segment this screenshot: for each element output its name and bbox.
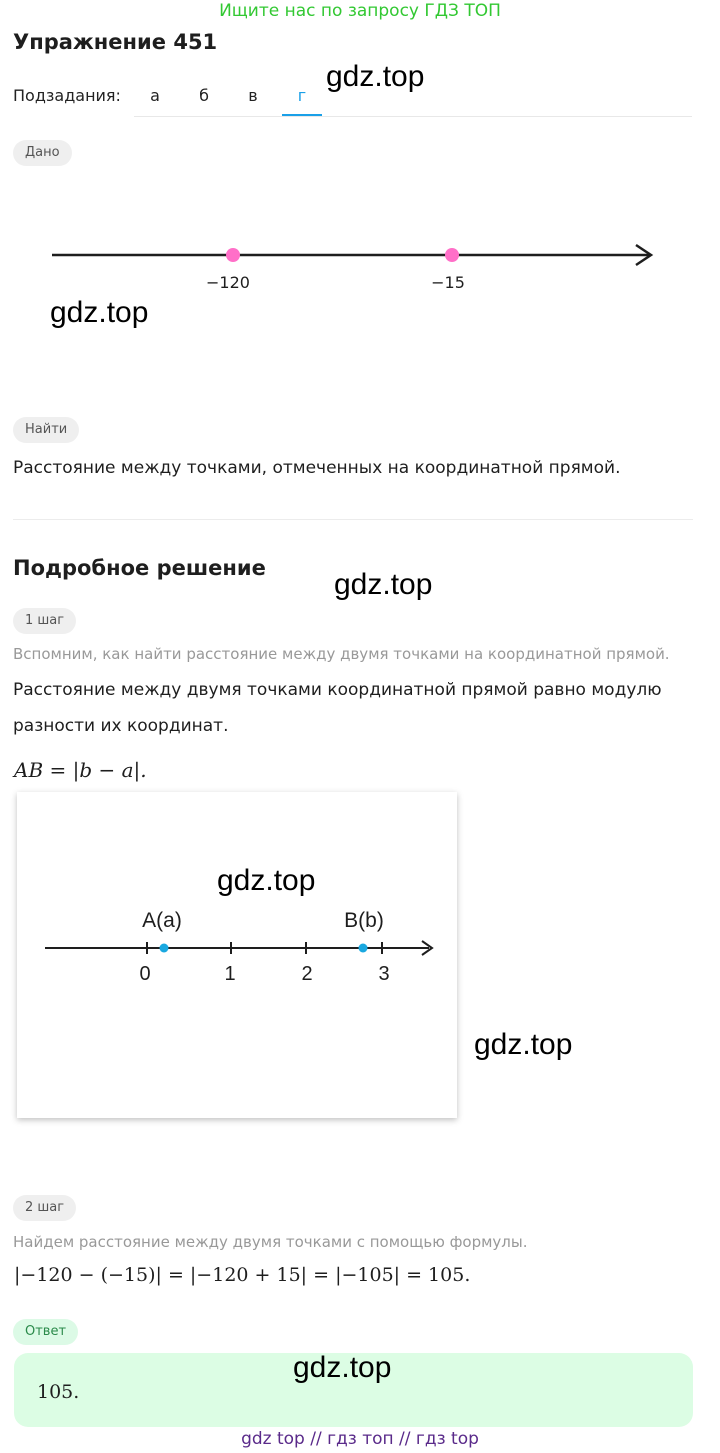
step2-hint: Найдем расстояние между двумя точками с помощью формулы. — [13, 1233, 528, 1251]
answer-value: 105. — [37, 1381, 80, 1403]
point-b-label: B(b) — [344, 909, 384, 932]
point-minus-15 — [445, 248, 459, 262]
answer-box — [14, 1353, 693, 1427]
given-number-line — [40, 230, 670, 300]
number-line-figure — [17, 792, 457, 1118]
watermark: gdz.top — [217, 864, 316, 897]
step1-chip: 1 шаг — [13, 608, 76, 634]
page-title: Упражнение 451 — [13, 30, 218, 54]
step1-text-line1: Расстояние между двумя точками координатной прямой равно модулю — [13, 680, 662, 700]
find-text: Расстояние между точками, отмеченных на координатной прямой. — [13, 458, 621, 478]
point-minus-120 — [226, 248, 240, 262]
promo-banner[interactable]: Ищите нас по запросу ГДЗ ТОП — [219, 1, 501, 21]
subtask-tabs — [134, 76, 692, 117]
step2-chip: 2 шаг — [13, 1195, 76, 1221]
tick-label-0: 0 — [139, 963, 151, 985]
find-chip: Найти — [13, 417, 79, 443]
tick-label-2: 2 — [301, 963, 313, 985]
point-a — [160, 944, 169, 953]
step1-text-line2: разности их координат. — [13, 716, 229, 736]
figure-number-line — [17, 792, 457, 1118]
label-minus-15: −15 — [431, 273, 465, 292]
step1-formula: AB = |b − a|. — [14, 758, 147, 782]
answer-chip: Ответ — [13, 1319, 78, 1345]
tab-b[interactable]: б — [199, 86, 209, 105]
solution-title: Подробное решение — [13, 556, 266, 580]
watermark: gdz.top — [326, 60, 425, 93]
tab-v[interactable]: в — [248, 86, 258, 105]
step2-formula: |−120 − (−15)| = |−120 + 15| = |−105| = 105. — [14, 1264, 471, 1286]
step1-hint: Вспомним, как найти расстояние между двумя точками на координатной прямой. — [13, 645, 670, 663]
tab-a[interactable]: а — [150, 86, 160, 105]
tick-label-3: 3 — [378, 963, 390, 985]
footer-links[interactable]: gdz top // гдз топ // гдз top — [241, 1429, 479, 1449]
given-chip: Дано — [13, 140, 72, 166]
watermark: gdz.top — [474, 1028, 573, 1061]
point-a-label: A(a) — [142, 909, 182, 932]
divider — [13, 519, 693, 520]
tick-label-1: 1 — [224, 963, 236, 985]
watermark: gdz.top — [334, 568, 433, 601]
watermark: gdz.top — [293, 1351, 392, 1384]
tab-g[interactable]: г — [282, 76, 322, 116]
subtasks-label: Подзадания: — [13, 86, 121, 105]
point-b — [359, 944, 368, 953]
watermark: gdz.top — [50, 296, 149, 329]
label-minus-120: −120 — [206, 273, 250, 292]
